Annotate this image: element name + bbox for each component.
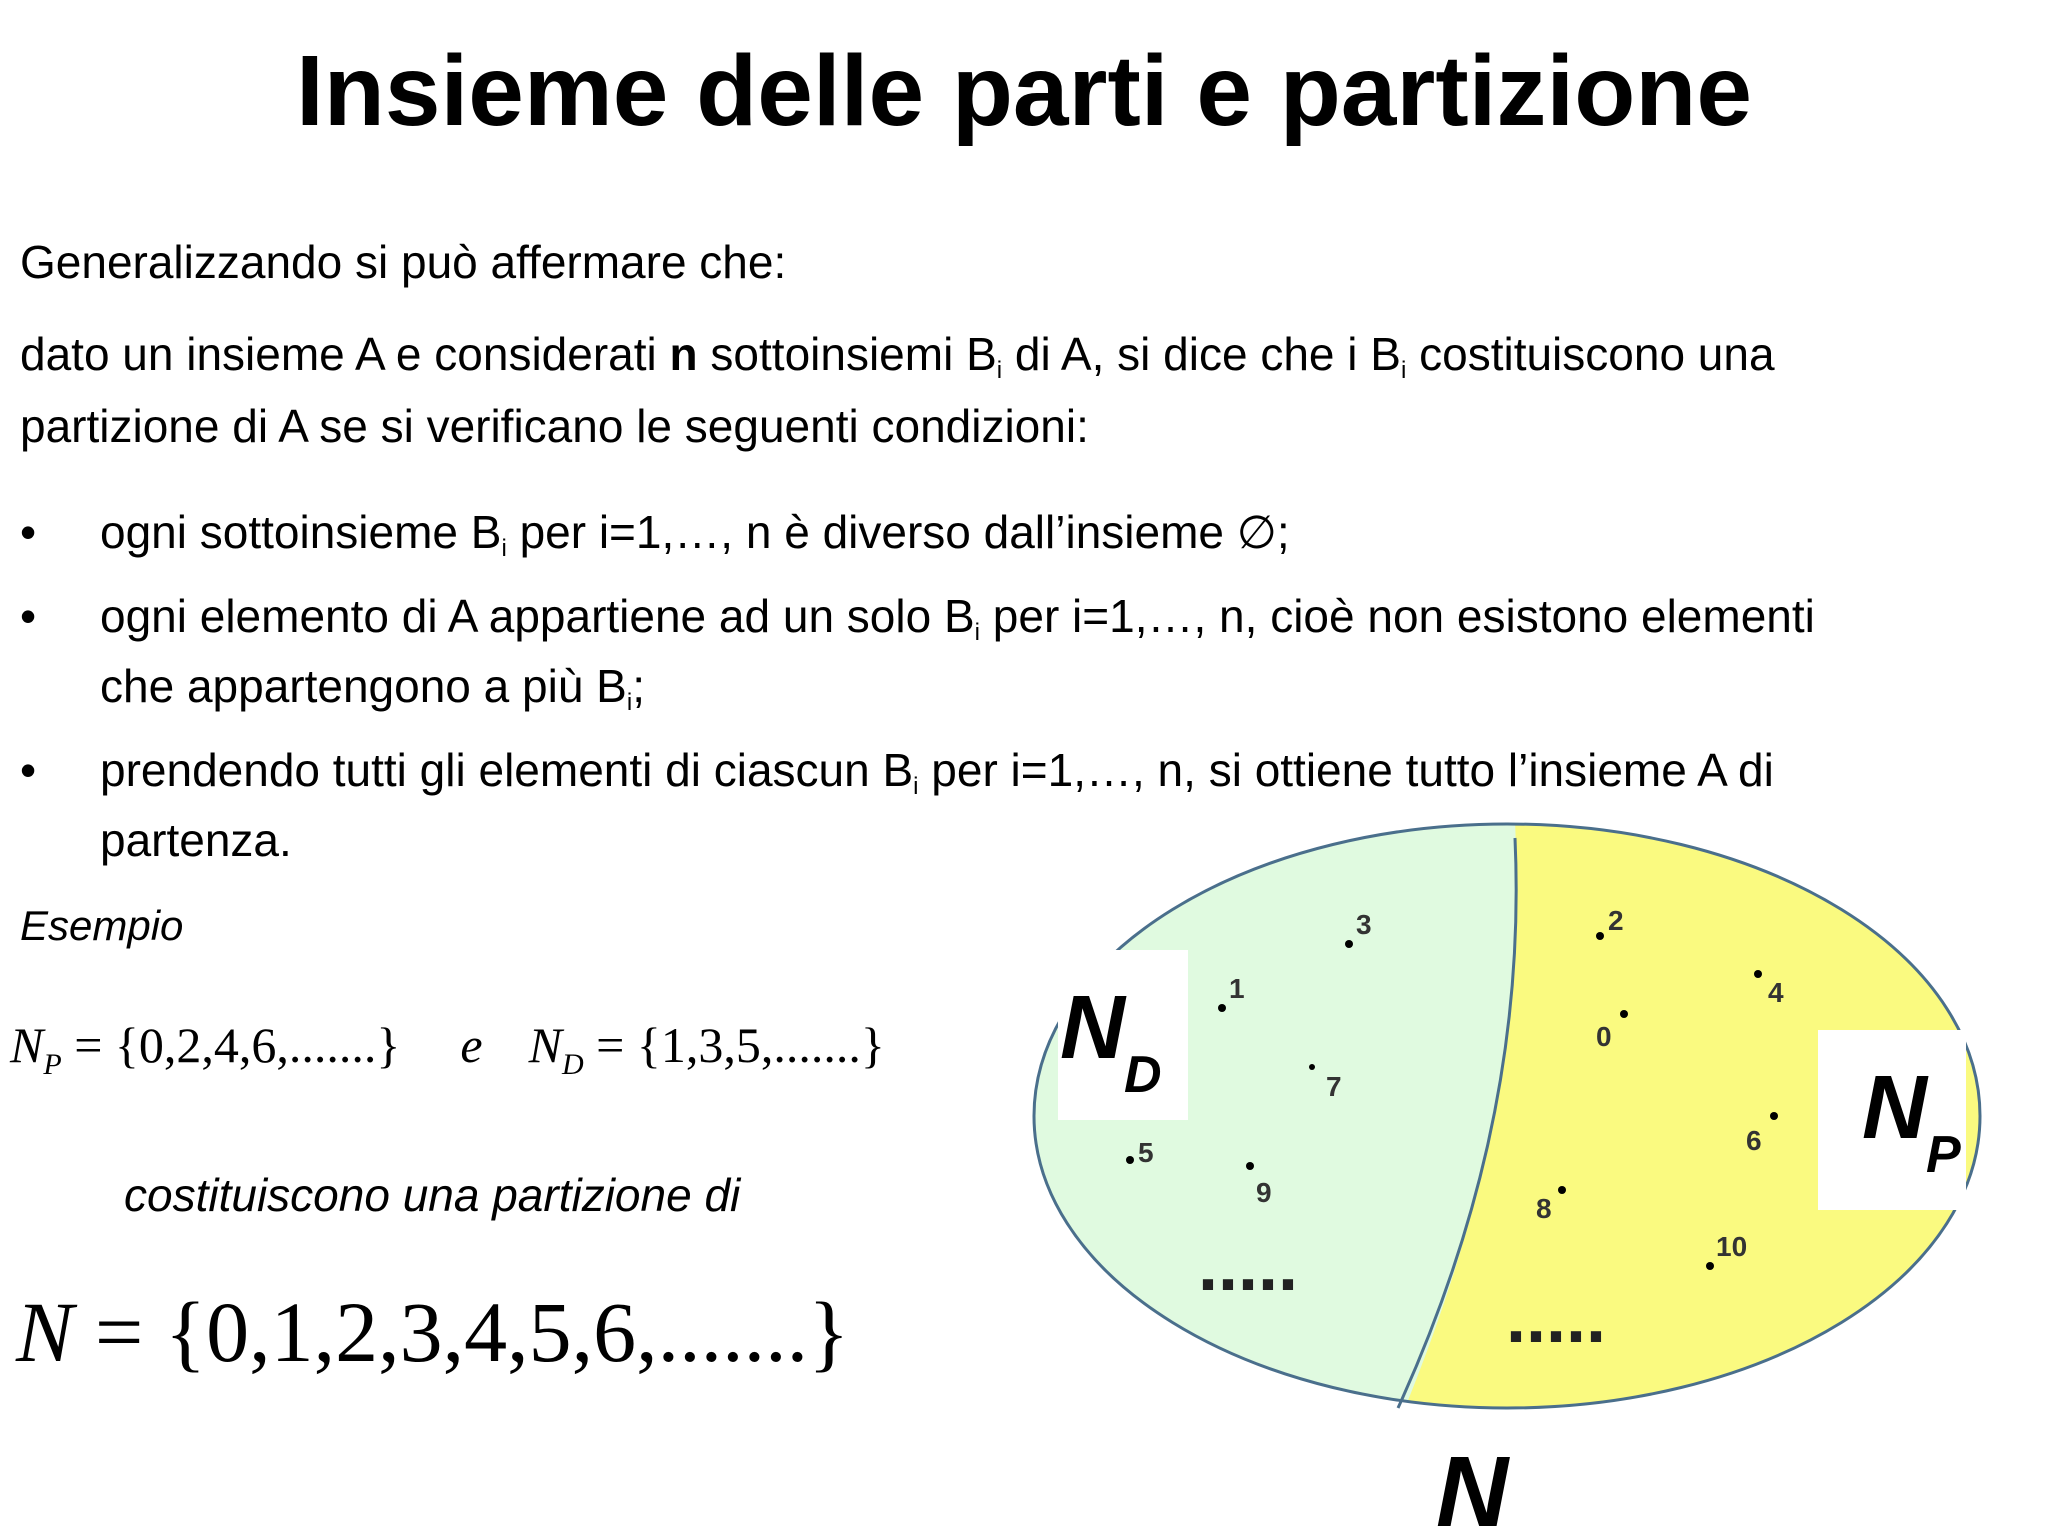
element-dot (1126, 1156, 1134, 1164)
set-elements: = {0,1,2,3,4,5,6,.......} (73, 1284, 850, 1380)
label-nd: N (1060, 978, 1125, 1078)
label-np: N (1862, 1058, 1927, 1158)
set-subscript: P (43, 1048, 62, 1081)
definition-text: di A, si dice che i B (1002, 328, 1401, 380)
set-name: N (10, 1017, 44, 1073)
element-2: 2 (1608, 905, 1624, 936)
definition-text: dato un insieme A e considerati (20, 328, 670, 380)
element-8: 8 (1536, 1193, 1552, 1224)
element-4: 4 (1768, 977, 1784, 1008)
label-nd-subscript: D (1124, 1046, 1162, 1104)
condition-text: prendendo tutti gli elementi di ciascun B (100, 744, 914, 796)
subscript-i: i (501, 535, 507, 562)
odd-ellipsis: ..... (1198, 1226, 1299, 1306)
set-elements: = {0,2,4,6,.......} (61, 1017, 401, 1073)
even-ellipsis: ..... (1506, 1278, 1607, 1358)
definition-line-2: partizione di A se si verificano le seguenti condizioni: (20, 400, 1089, 452)
element-dot (1754, 970, 1762, 978)
set-name: N (528, 1017, 562, 1073)
subscript-i: i (913, 773, 919, 800)
subscript-i: i (626, 689, 633, 716)
condition-text: per i=1,…, n, cioè non esistono elementi (980, 590, 1815, 642)
label-n: N (1436, 1436, 1509, 1536)
element-dot (1706, 1262, 1714, 1270)
element-dot (1246, 1162, 1254, 1170)
example-label: Esempio (20, 902, 184, 949)
condition-text: ogni elemento di A appartiene ad un solo B (100, 590, 975, 642)
condition-text: per i=1,…, n, si ottiene tutto l’insieme A di (918, 744, 1774, 796)
element-0: 0 (1596, 1021, 1612, 1052)
partition-text: costituiscono una partizione di (124, 1169, 741, 1221)
definition-text: sottoinsiemi B (697, 328, 997, 380)
subscript-i: i (1400, 357, 1407, 384)
definition-n: n (669, 328, 698, 380)
element-1: 1 (1229, 973, 1245, 1004)
set-name: N (16, 1284, 74, 1380)
condition-text: per i=1,…, n è diverso dall’insieme ∅; (506, 506, 1290, 558)
condition-text: che appartengono a più B (100, 660, 627, 712)
label-np-subscript: P (1926, 1126, 1961, 1184)
element-10: 10 (1716, 1231, 1748, 1262)
condition-text: ; (632, 660, 645, 712)
slide-title: Insieme delle parti e partizione (295, 35, 1752, 147)
element-dot (1558, 1186, 1566, 1194)
subscript-i: i (974, 619, 980, 646)
element-3: 3 (1356, 909, 1372, 940)
bullet-marker: • (20, 590, 37, 642)
element-dot (1309, 1064, 1315, 1070)
element-6: 6 (1746, 1125, 1762, 1156)
definition-text: costituiscono una (1406, 328, 1775, 380)
bullet-marker: • (20, 506, 37, 558)
condition-text: ogni sottoinsieme B (100, 506, 502, 558)
element-dot (1596, 932, 1604, 940)
element-dot (1345, 940, 1353, 948)
intro-text: Generalizzando si può affermare che: (20, 236, 787, 288)
element-7: 7 (1326, 1071, 1342, 1102)
conjunction: e (460, 1017, 483, 1073)
set-subscript: D (561, 1048, 584, 1081)
bullet-marker: • (20, 744, 37, 796)
element-dot (1620, 1010, 1628, 1018)
element-dot (1770, 1112, 1778, 1120)
set-elements: = {1,3,5,.......} (583, 1017, 885, 1073)
element-9: 9 (1256, 1177, 1272, 1208)
condition-3-line-2: partenza. (100, 814, 292, 866)
element-dot (1218, 1004, 1226, 1012)
subscript-i: i (996, 357, 1003, 384)
element-5: 5 (1138, 1137, 1154, 1168)
